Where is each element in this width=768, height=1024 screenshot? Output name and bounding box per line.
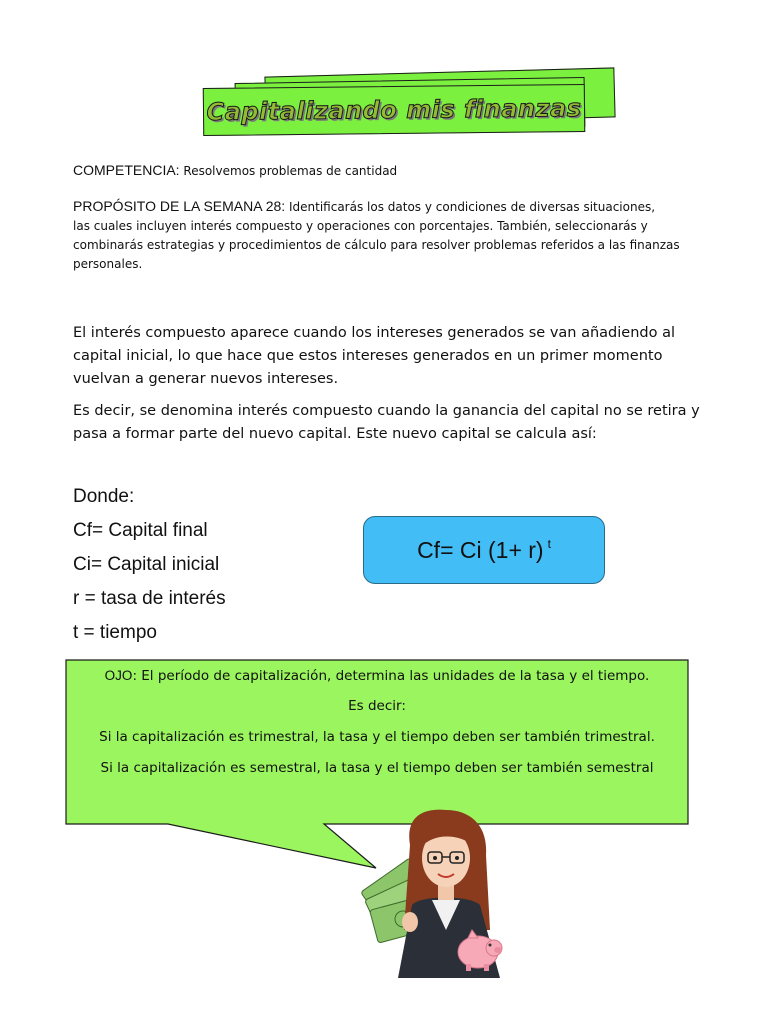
- intro-p1-line-3: vuelvan a generar nuevos intereses.: [73, 371, 339, 387]
- formula-base: Cf= Ci (1+ r): [417, 536, 544, 563]
- definition-item: Cf= Capital final: [73, 520, 208, 541]
- intro-p2-line-2: pasa a formar parte del nuevo capital. Este nuevo capital se calcula así:: [73, 426, 597, 442]
- formula-exponent: t: [547, 537, 551, 551]
- note-line-1-text: : El período de capitalización, determina las unidades de la tasa y el tiempo.: [132, 668, 650, 684]
- proposito-label: PROPÓSITO DE LA SEMANA 28:: [73, 198, 286, 214]
- proposito-line-1: Identificarás los datos y condiciones de diversas situaciones,: [288, 200, 656, 214]
- proposito-line-2: las cuales incluyen interés compuesto y operaciones con porcentajes. También, seleccionarás y: [73, 219, 648, 233]
- competencia-label: COMPETENCIA:: [73, 162, 180, 178]
- proposito-line-4: personales.: [73, 257, 143, 271]
- note-line-2: Es decir:: [348, 698, 406, 714]
- note-line-3: Si la capitalización es trimestral, la tasa y el tiempo deben ser también trimestral.: [99, 729, 655, 745]
- note-label: OJO: [104, 668, 133, 683]
- definition-item: t = tiempo: [73, 622, 157, 643]
- intro-p1-line-1: El interés compuesto aparece cuando los intereses generados se van añadiendo al: [73, 325, 675, 341]
- note-line-4: Si la capitalización es semestral, la tasa y el tiempo deben ser también semestral: [100, 760, 654, 776]
- competencia-text: Resolvemos problemas de cantidad: [183, 164, 398, 178]
- note-text: [66, 660, 688, 784]
- page-title: Capitalizando mis finanzas: [206, 94, 582, 126]
- intro-p2-line-1: Es decir, se denomina interés compuesto cuando la ganancia del capital no se retira y: [73, 403, 700, 419]
- intro-p1-line-2: capital inicial, lo que hace que estos intereses generados en un primer momento: [73, 348, 663, 364]
- proposito-line-3: combinarás estrategias y procedimientos de cálculo para resolver problemas referidos a las finanzas: [73, 238, 680, 252]
- definitions-heading: Donde:: [73, 486, 135, 507]
- definition-item: r = tasa de interés: [73, 588, 226, 609]
- note-line-1: [66, 660, 688, 691]
- definition-item: Ci= Capital inicial: [73, 554, 220, 575]
